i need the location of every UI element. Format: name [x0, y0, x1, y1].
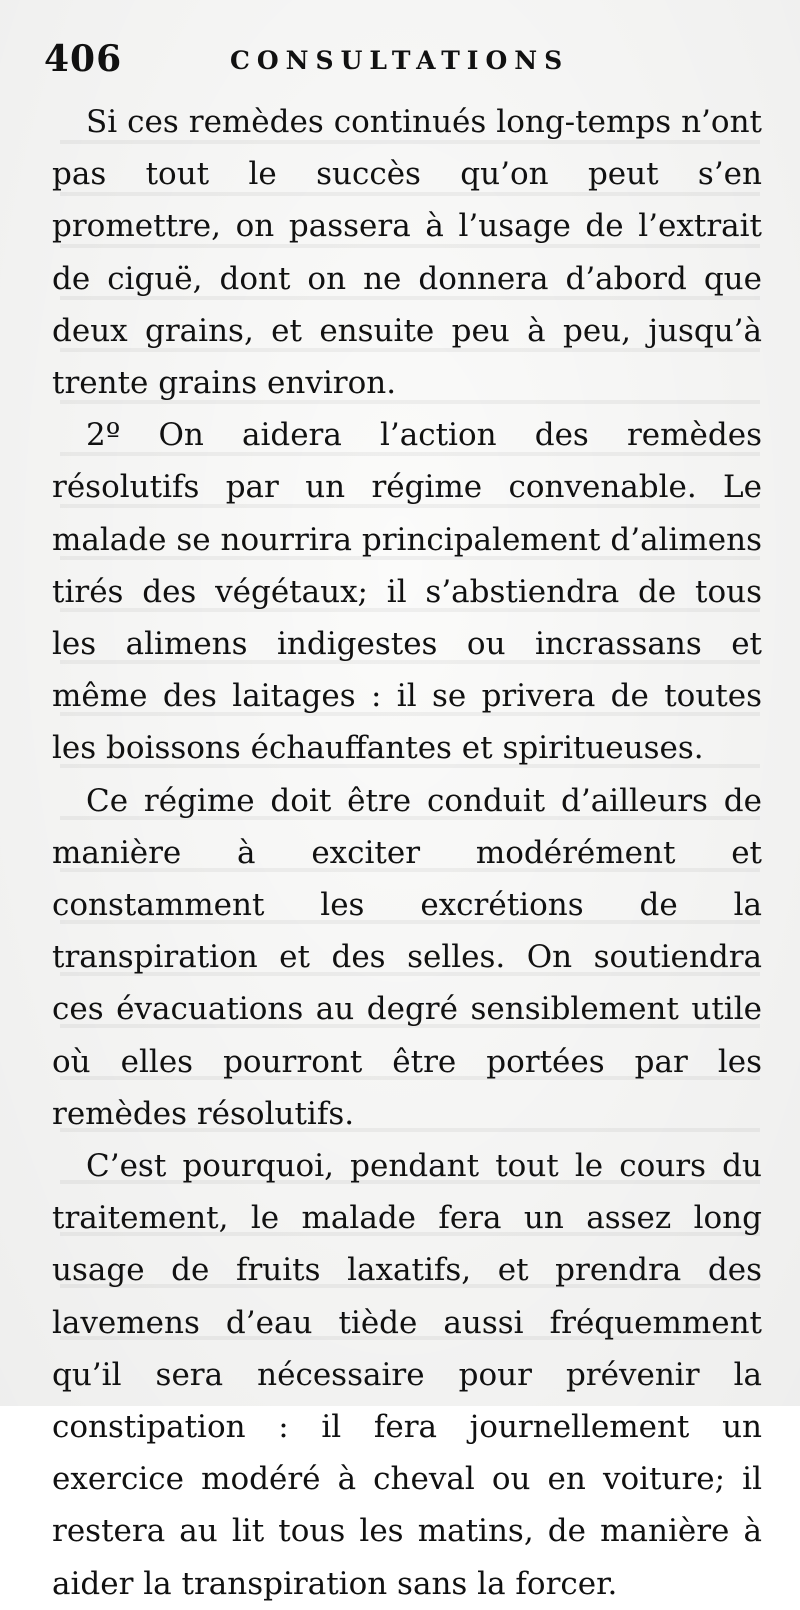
- paragraph-4: C’est pourquoi, pendant tout le cours du traitement, le malade fera un assez long usage de fruits laxatifs, et prendra des lavemens d’eau tiède aussi fréquemment qu’il sera nécessaire pour prévenir la constipation : il fera journellement un exercice modéré à cheval ou en voiture; il restera au lit tous les matins, de manière à aider la transpiration sans la forcer.: [52, 1148, 762, 1602]
- paragraph-2: 2º On aidera l’action des remèdes résolutifs par un régime convenable. Le malade se nourrira principalement d’alimens tirés des végétaux; il s’abstiendra de tous les alimens indigestes ou incrassans et même des laitages : il se privera de toutes les boissons échauffantes et spiritueuses.: [52, 417, 762, 767]
- page-number: 406: [44, 38, 123, 80]
- paragraph-3: Ce régime doit être conduit d’ailleurs de manière à exciter modérément et constamment les excrétions de la transpiration et des selles. On soutiendra ces évacuations au degré sensiblement utile où elles pourront être portées par les remèdes résolutifs.: [52, 782, 762, 1132]
- running-head: CONSULTATIONS: [230, 46, 570, 75]
- paragraph-1: Si ces remèdes continués long-temps n’ont pas tout le succès qu’on peut s’en promettre, on passera à l’usage de l’extrait de ciguë, dont on ne donnera d’abord que deux grains, et ensuite peu à peu, jusqu’à trente grains environ.: [52, 104, 762, 402]
- page-header: [44, 38, 764, 84]
- body-text: [52, 96, 762, 1610]
